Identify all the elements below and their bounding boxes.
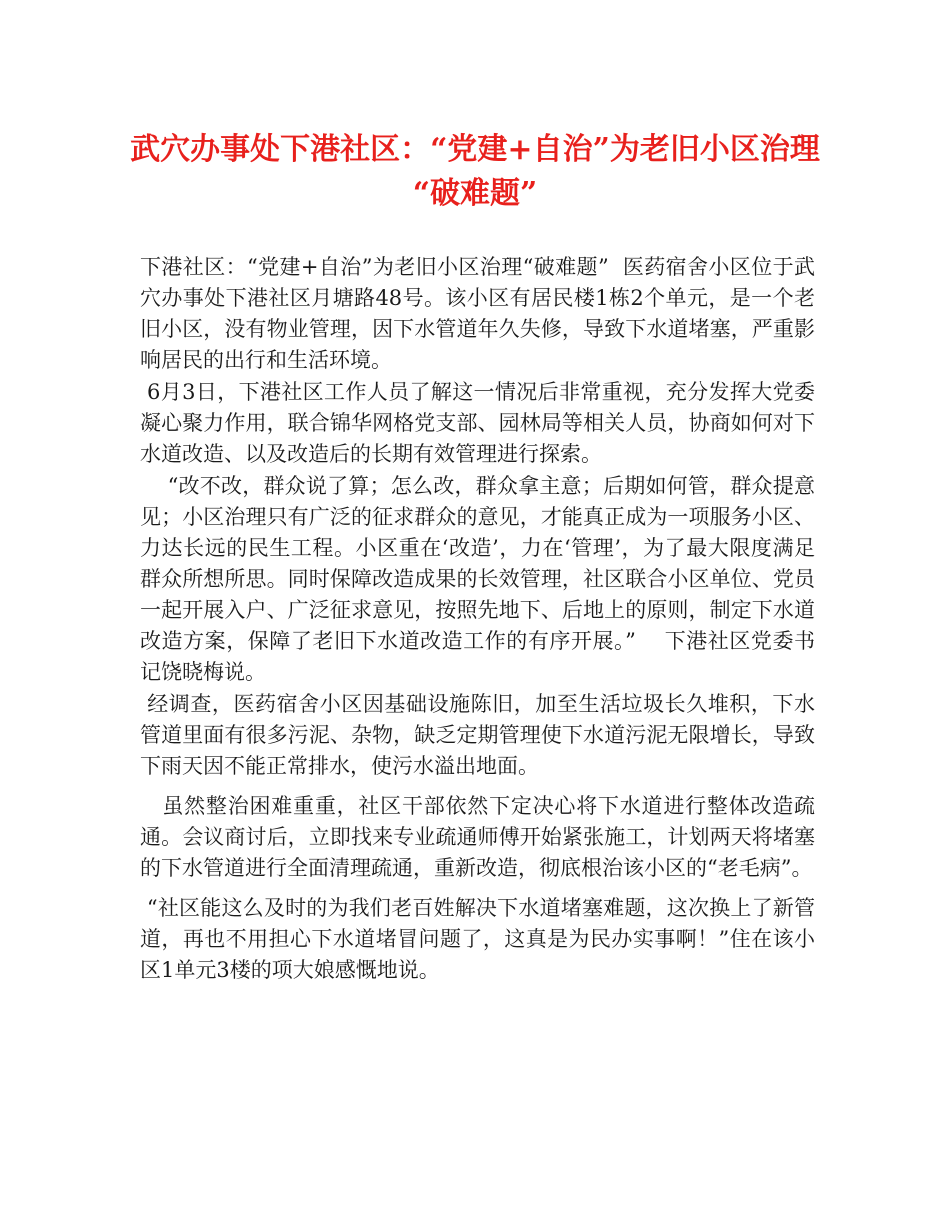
paragraph-investigation: 经调查，医药宿舍小区因基础设施陈旧，加至生活垃圾长久堆积，下水管道里面有很多污泥、杂物，缺乏定期管理使下水道污泥无限增长，导致下雨天因不能正常排水，使污水溢出地面。 [140, 692, 815, 778]
document-title-line-2: “破难题” [412, 176, 538, 211]
paragraph-june-3: 6月3日，下港社区工作人员了解这一情况后非常重视，充分发挥大党委凝心聚力作用，联合锦华网格党支部、园林局等相关人员，协商如何对下水道改造、以及改造后的长期有效管理进行探索。 [140, 380, 815, 466]
paragraph-intro: 下港社区：“党建+自治”为老旧小区治理“破难题” 医药宿舍小区位于武穴办事处下港社区月塘路48号。该小区有居民楼1栋2个单元，是一个老旧小区，没有物业管理，因下水管道年久失修，导致下水道堵塞，严重影响居民的出行和生活环境。 [140, 255, 815, 372]
document-title-line-1: 武穴办事处下港社区：“党建+自治”为老旧小区治理 [130, 132, 820, 167]
paragraph-quote-secretary: “改不改，群众说了算；怎么改，群众拿主意；后期如何管，群众提意见；小区治理只有广泛的征求群众的意见，才能真正成为一项服务小区、力达长远的民生工程。小区重在‘改造’，力在‘管理’，为了最大限度满足群众所想所思。同时保障改造成果的长效管理，社区联合小区单位、党员一起开展入户、广泛征求意见，按照先地下、后地上的原则，制定下水道改造方案，保障了老旧下水道改造工作的有序开展。” 下港社区党委书记饶晓梅说。 [140, 474, 815, 684]
paragraph-renovation: 虽然整治困难重重，社区干部依然下定决心将下水道进行整体改造疏通。会议商讨后，立即找来专业疏通师傅开始紧张施工，计划两天将堵塞的下水管道进行全面清理疏通，重新改造，彻底根治该小区的“老毛病”。 [140, 794, 816, 880]
paragraph-resident-quote: “社区能这么及时的为我们老百姓解决下水道堵塞难题，这次换上了新管道，再也不用担心下水道堵冒问题了，这真是为民办实事啊！”住在该小区1单元3楼的项大娘感慨地说。 [140, 896, 815, 982]
article-body [140, 252, 815, 986]
